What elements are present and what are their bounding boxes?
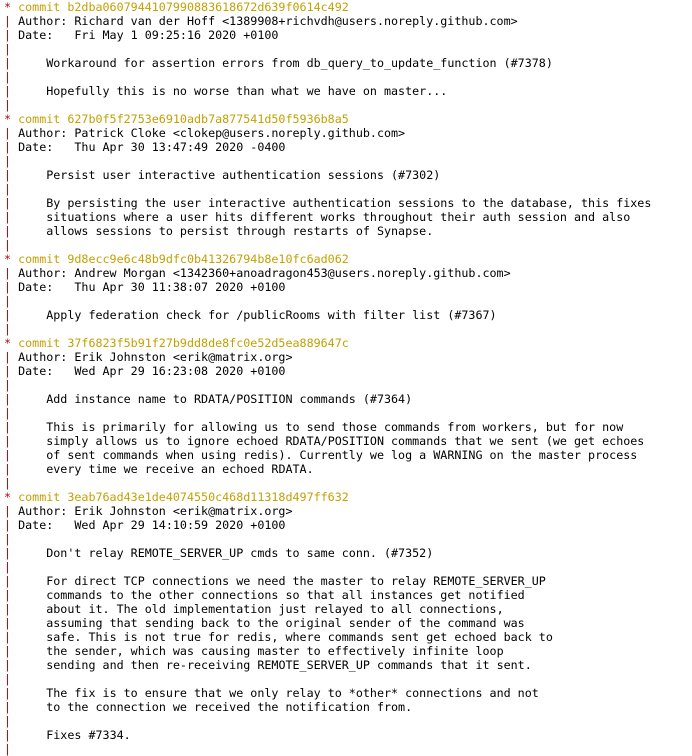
author-line bbox=[4, 14, 692, 28]
graph-marker: | bbox=[4, 182, 12, 196]
message-line bbox=[4, 434, 692, 448]
commit-line bbox=[4, 0, 692, 14]
message-line bbox=[4, 616, 692, 630]
graph-marker: | bbox=[4, 126, 19, 140]
graph-marker: | bbox=[4, 658, 47, 672]
log-text: Date: Wed Apr 29 14:10:59 2020 +0100 bbox=[18, 518, 286, 532]
graph-marker: | bbox=[4, 392, 47, 406]
graph-marker: | bbox=[4, 350, 19, 364]
graph-marker: | bbox=[4, 504, 19, 518]
message-line bbox=[4, 420, 692, 434]
graph-marker: | bbox=[4, 196, 47, 210]
log-text: assuming that sending back to the original sender of the command was bbox=[46, 616, 525, 630]
message-line bbox=[4, 196, 692, 210]
graph-line bbox=[4, 378, 692, 392]
log-text: For direct TCP connections we need the master to relay REMOTE_SERVER_UP bbox=[46, 574, 546, 588]
log-text: Fixes #7334. bbox=[46, 728, 131, 742]
message-line bbox=[4, 168, 692, 182]
log-text: Date: Thu Apr 30 13:47:49 2020 -0400 bbox=[18, 140, 286, 154]
message-line bbox=[4, 392, 692, 406]
author-line bbox=[4, 266, 692, 280]
graph-marker: * bbox=[4, 0, 19, 14]
graph-line bbox=[4, 238, 692, 252]
log-text: Add instance name to RDATA/POSITION commands (#7364) bbox=[46, 392, 413, 406]
graph-marker: | bbox=[4, 434, 47, 448]
graph-marker: | bbox=[4, 616, 47, 630]
graph-marker: * bbox=[4, 252, 19, 266]
log-text: Date: Thu Apr 30 11:38:07 2020 +0100 bbox=[18, 280, 286, 294]
date-line bbox=[4, 280, 692, 294]
graph-marker: | bbox=[4, 140, 19, 154]
date-line bbox=[4, 364, 692, 378]
graph-marker: | bbox=[4, 476, 12, 490]
graph-marker: | bbox=[4, 266, 19, 280]
graph-marker: * bbox=[4, 490, 19, 504]
graph-marker: | bbox=[4, 546, 47, 560]
graph-marker: | bbox=[4, 294, 12, 308]
commit-line bbox=[4, 252, 692, 266]
log-text: Date: Fri May 1 09:25:16 2020 +0100 bbox=[18, 28, 279, 42]
message-line bbox=[4, 686, 692, 700]
graph-line bbox=[4, 294, 692, 308]
graph-marker: * bbox=[4, 112, 19, 126]
author-line bbox=[4, 126, 692, 140]
log-text: the sender, which was causing master to effectively infinite loop bbox=[46, 644, 504, 658]
graph-marker: | bbox=[4, 532, 12, 546]
date-line bbox=[4, 140, 692, 154]
graph-marker: | bbox=[4, 742, 12, 756]
graph-marker: | bbox=[4, 322, 12, 336]
graph-line bbox=[4, 742, 692, 756]
graph-marker: | bbox=[4, 14, 19, 28]
graph-marker: | bbox=[4, 378, 12, 392]
author-line bbox=[4, 350, 692, 364]
graph-marker: | bbox=[4, 700, 47, 714]
log-text: simply allows us to ignore echoed RDATA/POSITION commands that we sent (we get echoes bbox=[46, 434, 645, 448]
message-line bbox=[4, 308, 692, 322]
log-text: safe. This is not true for redis, where commands sent get echoed back to bbox=[46, 630, 553, 644]
graph-marker: | bbox=[4, 588, 47, 602]
graph-line bbox=[4, 476, 692, 490]
message-line bbox=[4, 56, 692, 70]
graph-line bbox=[4, 560, 692, 574]
graph-line bbox=[4, 672, 692, 686]
graph-marker: | bbox=[4, 602, 47, 616]
graph-marker: | bbox=[4, 224, 47, 238]
log-text: commands to the other connections so that all instances get notified bbox=[46, 588, 525, 602]
commit-line bbox=[4, 112, 692, 126]
graph-marker: | bbox=[4, 574, 47, 588]
graph-marker: | bbox=[4, 714, 12, 728]
graph-marker: | bbox=[4, 560, 12, 574]
date-line bbox=[4, 518, 692, 532]
message-line bbox=[4, 462, 692, 476]
graph-marker: | bbox=[4, 686, 47, 700]
log-text: Date: Wed Apr 29 16:23:08 2020 +0100 bbox=[18, 364, 286, 378]
log-text: to the connection we received the notification from. bbox=[46, 700, 413, 714]
log-text: Author: Andrew Morgan <1342360+anoadragon453@users.noreply.github.com> bbox=[18, 266, 511, 280]
graph-line bbox=[4, 532, 692, 546]
date-line bbox=[4, 28, 692, 42]
log-text: The fix is to ensure that we only relay to *other* connections and not bbox=[46, 686, 539, 700]
graph-marker: | bbox=[4, 448, 47, 462]
graph-marker: | bbox=[4, 420, 47, 434]
graph-line bbox=[4, 322, 692, 336]
message-line bbox=[4, 210, 692, 224]
graph-marker: | bbox=[4, 154, 12, 168]
graph-marker: | bbox=[4, 28, 19, 42]
graph-marker: | bbox=[4, 280, 19, 294]
graph-line bbox=[4, 154, 692, 168]
graph-marker: | bbox=[4, 238, 12, 252]
log-text: about it. The old implementation just relayed to all connections, bbox=[46, 602, 504, 616]
log-text: sending and then re-receiving REMOTE_SERVER_UP commands that it sent. bbox=[46, 658, 532, 672]
message-line bbox=[4, 602, 692, 616]
graph-marker: | bbox=[4, 168, 47, 182]
log-text: Apply federation check for /publicRooms with filter list (#7367) bbox=[46, 308, 497, 322]
log-text: allows sessions to persist through restarts of Synapse. bbox=[46, 224, 434, 238]
graph-marker: | bbox=[4, 42, 12, 56]
graph-marker: | bbox=[4, 308, 47, 322]
graph-marker: | bbox=[4, 406, 12, 420]
graph-line bbox=[4, 70, 692, 84]
commit-line bbox=[4, 490, 692, 504]
graph-marker: | bbox=[4, 364, 19, 378]
commit-hash-text: commit 37f6823f5b91f27b9dd8de8fc0e52d5ea889647c bbox=[18, 336, 349, 350]
graph-marker: | bbox=[4, 630, 47, 644]
graph-marker: | bbox=[4, 98, 12, 112]
graph-marker: | bbox=[4, 210, 47, 224]
log-text: Author: Erik Johnston <erik@matrix.org> bbox=[18, 504, 293, 518]
commit-line bbox=[4, 336, 692, 350]
message-line bbox=[4, 448, 692, 462]
graph-marker: | bbox=[4, 728, 47, 742]
message-line bbox=[4, 546, 692, 560]
message-line bbox=[4, 574, 692, 588]
graph-marker: | bbox=[4, 518, 19, 532]
log-text: situations where a user hits different works throughout their auth session and also bbox=[46, 210, 631, 224]
message-line bbox=[4, 644, 692, 658]
message-line bbox=[4, 588, 692, 602]
graph-marker: | bbox=[4, 672, 12, 686]
log-text: Author: Richard van der Hoff <1389908+richvdh@users.noreply.github.com> bbox=[18, 14, 518, 28]
graph-marker: | bbox=[4, 70, 12, 84]
graph-marker: * bbox=[4, 336, 19, 350]
graph-line bbox=[4, 406, 692, 420]
graph-line bbox=[4, 714, 692, 728]
log-text: Workaround for assertion errors from db_query_to_update_function (#7378) bbox=[46, 56, 553, 70]
log-text: Author: Erik Johnston <erik@matrix.org> bbox=[18, 350, 293, 364]
log-text: Hopefully this is no worse than what we have on master... bbox=[46, 84, 448, 98]
graph-marker: | bbox=[4, 56, 47, 70]
log-text: of sent commands when using redis). Currently we log a WARNING on the master process bbox=[46, 448, 638, 462]
log-text: Don't relay REMOTE_SERVER_UP cmds to same conn. (#7352) bbox=[46, 546, 434, 560]
message-line bbox=[4, 84, 692, 98]
log-text: every time we receive an echoed RDATA. bbox=[46, 462, 314, 476]
graph-line bbox=[4, 98, 692, 112]
graph-marker: | bbox=[4, 644, 47, 658]
commit-hash-text: commit 9d8ecc9e6c48b9dfc0b41326794b8e10fc6ad062 bbox=[18, 252, 349, 266]
commit-hash-text: commit 627b0f5f2753e6910adb7a877541d50f5936b8a5 bbox=[18, 112, 349, 126]
log-text: Persist user interactive authentication sessions (#7302) bbox=[46, 168, 441, 182]
author-line bbox=[4, 504, 692, 518]
commit-hash-text: commit 3eab76ad43e1de4074550c468d11318d497ff632 bbox=[18, 490, 349, 504]
message-line bbox=[4, 658, 692, 672]
log-text: Author: Patrick Cloke <clokep@users.noreply.github.com> bbox=[18, 126, 406, 140]
message-line bbox=[4, 728, 692, 742]
commit-hash-text: commit b2dba0607944107990883618672d639f0614c492 bbox=[18, 0, 349, 14]
graph-line bbox=[4, 42, 692, 56]
graph-line bbox=[4, 182, 692, 196]
log-text: This is primarily for allowing us to send those commands from workers, but for now bbox=[46, 420, 624, 434]
message-line bbox=[4, 700, 692, 714]
log-text: By persisting the user interactive authentication sessions to the database, this fixes bbox=[46, 196, 652, 210]
message-line bbox=[4, 630, 692, 644]
graph-marker: | bbox=[4, 84, 47, 98]
message-line bbox=[4, 224, 692, 238]
graph-marker: | bbox=[4, 462, 47, 476]
